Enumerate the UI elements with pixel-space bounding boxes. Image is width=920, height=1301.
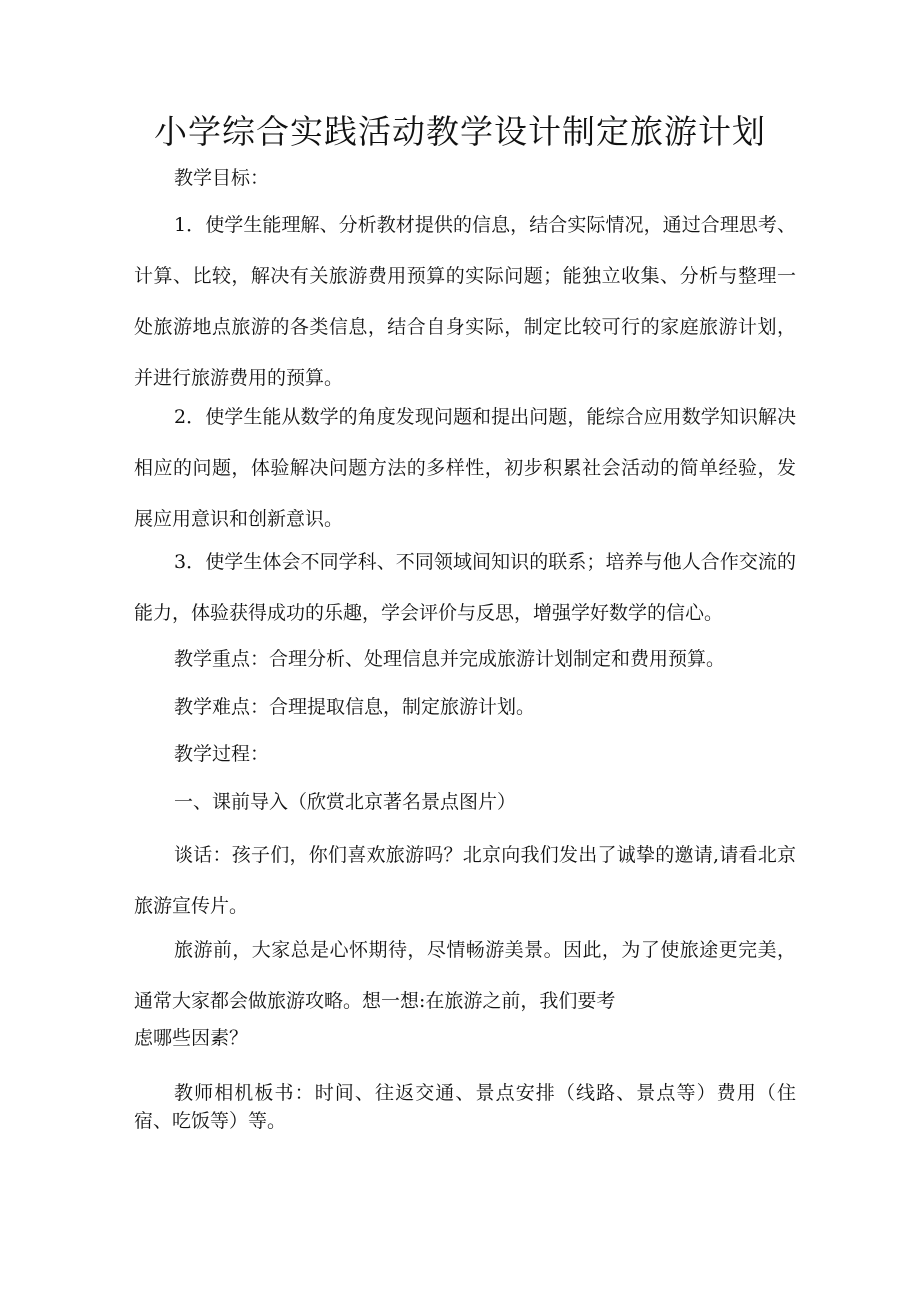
objective-1-paragraph: 1．使学生能理解、分析教材提供的信息，结合实际情况，通过合理思考、计算、比较，解决有关旅游费用预算的实际问题；能独立收集、分析与整理一处旅游地点旅游的各类信息，结合自身实际，制定比较可行的家庭旅游计划，并进行旅游费用的预算。 bbox=[134, 214, 796, 389]
document-title: 小学综合实践活动教学设计制定旅游计划 bbox=[154, 112, 766, 151]
objective-2-paragraph: 2．使学生能从数学的角度发现问题和提出问题，能综合应用数学知识解决相应的问题，体验解决问题方法的多样性，初步积累社会活动的简单经验，发展应用意识和创新意识。 bbox=[134, 406, 796, 530]
talk-paragraph: 谈话：孩子们，你们喜欢旅游吗？北京向我们发出了诚挚的邀请,请看北京旅游宣传片。 bbox=[134, 844, 796, 917]
section-1-heading: 一、课前导入（欣赏北京著名景点图片） bbox=[174, 791, 517, 813]
board-notes-paragraph: 教师相机板书：时间、往返交通、景点安排（线路、景点等）费用（住宿、吃饭等）等。 bbox=[134, 1082, 796, 1132]
before-travel-continuation: 虑哪些因素？ bbox=[134, 1027, 249, 1049]
process-heading: 教学过程： bbox=[174, 743, 270, 765]
difficulty-paragraph: 教学难点：合理提取信息，制定旅游计划。 bbox=[174, 696, 536, 718]
objectives-heading: 教学目标： bbox=[174, 167, 270, 189]
before-travel-paragraph: 旅游前，大家总是心怀期待，尽情畅游美景。因此，为了使旅途更完美，通常大家都会做旅游攻略。想一想:在旅游之前，我们要考 bbox=[134, 939, 796, 1012]
key-point-paragraph: 教学重点：合理分析、处理信息并完成旅游计划制定和费用预算。 bbox=[174, 648, 726, 670]
objective-3-paragraph: 3．使学生体会不同学科、不同领域间知识的联系；培养与他人合作交流的能力，体验获得成功的乐趣，学会评价与反思，增强学好数学的信心。 bbox=[134, 551, 796, 624]
